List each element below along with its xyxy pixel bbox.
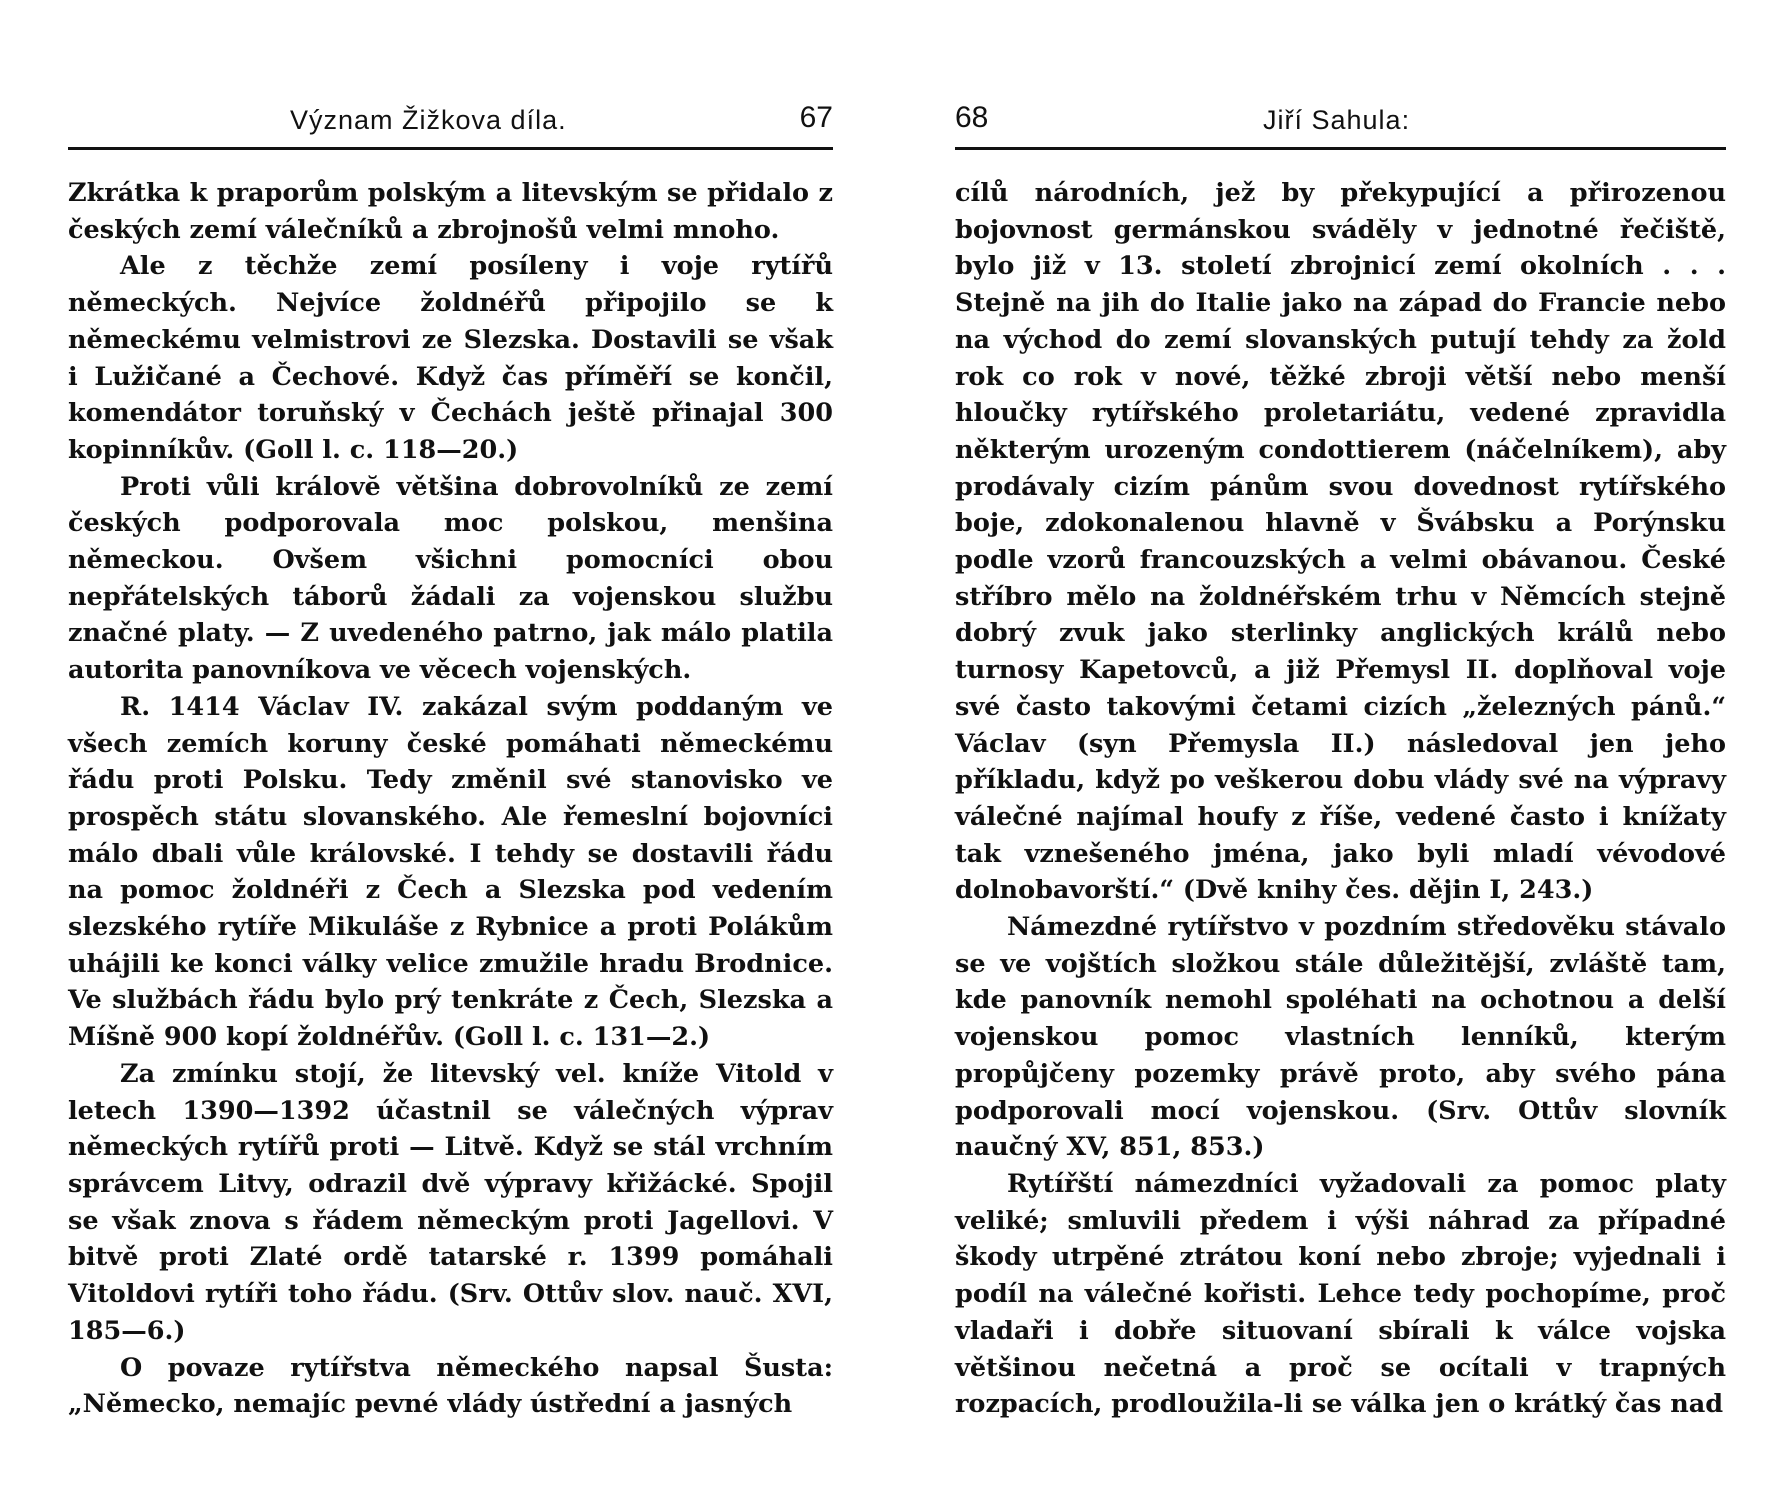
paragraph: O povaze rytířstva německého napsal Šusta: „Německo, nemajíc pevné vlády ústřední a jasných [68,1352,833,1420]
paragraph: Proti vůli královĕ většina dobrovolníků ze zemí českých podporovala moc polskou, menšina německou. Ovšem všichni pomocníci obou nepřátelských táborů žádali za vojenskou službu značné platy. — Z uvedeného patrno, jak málo platila autorita panovníkova ve věcech vojenských. [68,471,833,686]
paragraph: Zkrátka k praporům polským a litevským se přidalo z českých zemí válečníků a zbrojnošů velmi mnoho. [68,178,833,245]
right-page-body [955,175,1726,1423]
running-title: Význam Žižkova díla. [290,105,567,135]
paragraph: cílů národních, jež by překypující a přirozenou bojovnost germánskou svádĕly v jednotné řečiště, bylo již v 13. století zbrojnicí zemí okolních . . . Stejně na jih do Italie jako na západ do Francie nebo na východ do zemí slovanských putují tehdy za žold rok co rok v nové, těžké zbroji větší nebo menší hloučky rytířského proletariátu, vedené zpravidla některým urozeným condottierem (náčelníkem), aby prodávaly cizím pánům svou dovednost rytířského boje, zdokonalenou hlavně v Švábsku a Porýnsku podle vzorů francouzských a velmi obávanou. České stříbro mělo na žoldnéřském trhu v Němcích stejně dobrý zvuk jako sterlinky anglických králů nebo turnosy Kapetovců, a již Přemysl II. doplňoval voje své často takovými četami cizích „železných pánů.“ Václav (syn Přemysla II.) následoval jen jeho příkladu, když po veškerou dobu vlády své na výpravy válečné najímal houfy z říše, vedené často i knížaty tak vznešeného jména, jako byli mladí vévodové dolnobavorští.“ (Dvě knihy čes. dějin I, 243.) [955,178,1726,906]
left-page-header [68,97,833,150]
paragraph: Námezdné rytířstvo v pozdním středověku stávalo se ve vojštích složkou stále důležitější, zvláště tam, kde panovník nemohl spoléhati na ochotnou a delší vojenskou pomoc vlastních lenníků, kterým propůjčeny pozemky právě proto, aby svého pána podporovali mocí vojenskou. (Srv. Ottův slovník naučný XV, 851, 853.) [955,912,1726,1163]
page-number: 67 [799,101,833,134]
paragraph: R. 1414 Václav IV. zakázal svým poddaným ve všech zemích koruny české pomáhati německému řádu proti Polsku. Tedy změnil své stanovisko ve prospěch státu slovanského. Ale řemeslní bojovníci málo dbali vůle královské. I tehdy se dostavili řádu na pomoc žoldnéři z Čech a Slezska pod vedením slezského rytíře Mikuláše z Rybnice a proti Polákům uhájili ke konci války velice zmužile hradu Brodnice. Ve službách řádu bylo prý tenkráte z Čech, Slezska a Míšně 900 kopí žoldnéřův. (Goll l. c. 131—2.) [68,691,833,1053]
running-title: Jiří Sahula: [1263,105,1411,135]
left-page-body [68,175,833,1423]
paragraph: Ale z těchže zemí posíleny i voje rytířů německých. Nejvíce žoldnéřů připojilo se k německému velmistrovi ze Slezska. Dostavili se však i Lužičané a Čechové. Když čas příměří se končil, komendátor toruňský v Čechách ještě přinajal 300 kopinníkův. (Goll l. c. 118—20.) [68,251,833,465]
paragraph: Za zmínku stojí, že litevský vel. kníže Vitold v letech 1390—1392 účastnil se válečných výprav německých rytířů proti — Litvě. Když se stál vrchním správcem Litvy, odrazil dvě výpravy křižácké. Spojil se však znova s řádem německým proti Jagellovi. V bitvě proti Zlaté ordě tatarské r. 1399 pomáhali Vitoldovi rytíři toho řádu. (Srv. Ottův slov. nauč. XVI, 185—6.) [68,1058,833,1346]
page-number: 68 [955,101,989,134]
right-page-header [955,97,1726,150]
paragraph: Rytířští námezdníci vyžadovali za pomoc platy veliké; smluvili předem i výši náhrad za případné škody utrpěné ztrátou koní nebo zbroje; vyjednali i podíl na válečné kořisti. Lehce tedy pochopíme, proč vladaři i dobře situovaní sbírali k válce vojska většinou nečetná a proč se ocítali v trapných rozpacích, prodloužila-li se válka jen o krátký čas nad [955,1168,1726,1420]
